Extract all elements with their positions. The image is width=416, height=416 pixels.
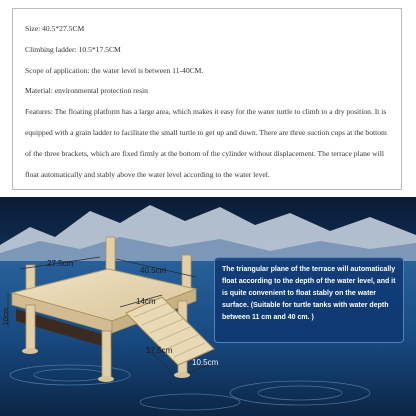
height-label: 10cm (3, 307, 11, 326)
scope-spec: Scope of application: the water level is between 11-40CM. (25, 65, 204, 75)
size-spec: Size: 40.5*27.5CM (25, 24, 85, 33)
float-info-callout: The triangular plane of the terrace will automatically float according to the depth of the water level, and it is quite convenient to float stably on the water surface. (Suitable for turtle tanks with water depth between 11 cm and 40 cm. ) (214, 257, 404, 343)
ladder-spec: Climbing ladder: 10.5*17.5CM (25, 44, 121, 54)
specification-panel (12, 8, 402, 190)
ramp-length-label: 17.5cm (146, 346, 173, 355)
depth-label: 27.5cm (47, 259, 74, 268)
ramp-depth-label: 10.5cm (192, 358, 219, 367)
ramp-width-label: 14cm (136, 297, 156, 306)
material-spec: Material: environmental protection resin (25, 86, 148, 96)
width-label: 40.5cm (140, 266, 167, 275)
features-text: Features: The floating platform has a large area, which makes it easy for the water turtle to climb to a dry position. It is equipped with a grain ladder to facilitate the small turtle to get up and down. There are three suction cups at the bottom of the three brackets, which are fixed firmly at the bottom of the cylinder without displacement. The terrace plane will float automatically and stably above the water level according to the water level. (25, 107, 387, 179)
